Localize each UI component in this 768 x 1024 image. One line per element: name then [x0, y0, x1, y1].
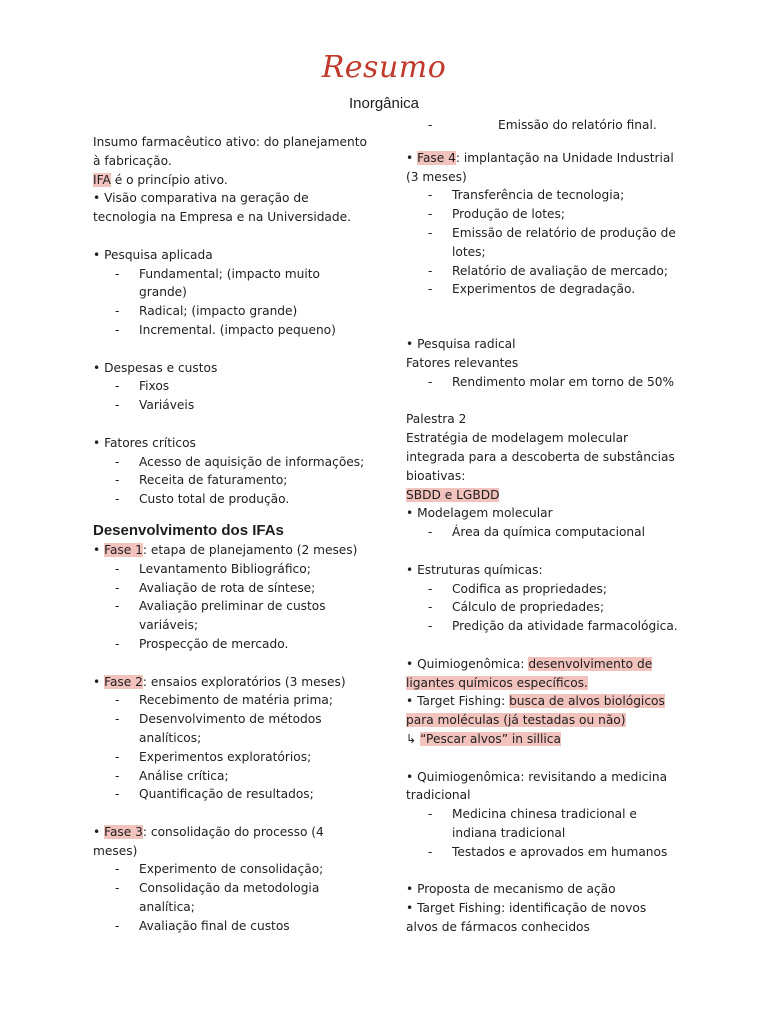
- list-item: - Fixos: [93, 377, 368, 396]
- intro-text: Insumo farmacêutico ativo: do planejamento à fabricação.: [93, 135, 367, 168]
- list-item: - Experimentos exploratórios;: [93, 748, 368, 767]
- list-item: - Relatório de avaliação de mercado;: [406, 262, 681, 281]
- quimio1-label: • Quimiogenômica:: [406, 656, 529, 671]
- arrow-icon: ↳: [406, 731, 421, 746]
- target-fishing-1: [406, 692, 681, 730]
- bullet: •: [406, 150, 418, 165]
- list-item: - Prospecção de mercado.: [93, 635, 368, 654]
- radical-heading: • Pesquisa radical: [406, 337, 516, 352]
- fase2-heading: [93, 673, 368, 692]
- list-item: - Avaliação final de custos: [93, 917, 368, 936]
- list-item: - Desenvolvimento de métodos analíticos;: [93, 710, 368, 748]
- list-item: - Codifica as propriedades;: [406, 580, 681, 599]
- quimiogenomica-1: [406, 655, 681, 693]
- list-item: - Quantificação de resultados;: [93, 785, 368, 804]
- list-item: - Fundamental; (impacto muito grande): [93, 265, 368, 303]
- list-item: - Incremental. (impacto pequeno): [93, 321, 368, 340]
- ifa-highlight: IFA: [93, 172, 111, 187]
- list-item: - Radical; (impacto grande): [93, 302, 368, 321]
- estrategia-text: Estratégia de modelagem molecular integrada para a descoberta de substâncias bioativas:: [406, 431, 675, 483]
- estruturas-heading: • Estruturas químicas:: [406, 562, 543, 577]
- quimio1-highlight: desenvolvimento de ligantes químicos específicos.: [406, 656, 653, 690]
- fase1-highlight: Fase 1: [104, 542, 143, 557]
- fase4-highlight: Fase 4: [417, 150, 456, 165]
- list-item: - Avaliação de rota de síntese;: [93, 579, 368, 598]
- list-item: - Experimento de consolidação;: [93, 860, 368, 879]
- list-item: - Levantamento Bibliográfico;: [93, 560, 368, 579]
- proposta-text: • Proposta de mecanismo de ação: [406, 882, 616, 897]
- fase4-heading: [406, 149, 681, 187]
- sbdd-highlight: SBDD e LGBDD: [406, 487, 500, 502]
- right-column: [406, 116, 681, 937]
- ifa-line: [93, 171, 368, 190]
- list-item: - Medicina chinesa tradicional e indiana tradicional: [406, 805, 681, 843]
- list-item: - Avaliação preliminar de custos variáveis;: [93, 597, 368, 635]
- palestra-label: Palestra 2: [406, 412, 467, 427]
- list-item: - Produção de lotes;: [406, 205, 681, 224]
- fase1-heading: [93, 541, 368, 560]
- list-item: - Acesso de aquisição de informações;: [93, 453, 368, 472]
- list-item: - Consolidação da metodologia analítica;: [93, 879, 368, 917]
- list-item: - Emissão de relatório de produção de lotes;: [406, 224, 681, 262]
- list-item: - Testados e aprovados em humanos: [406, 843, 681, 862]
- section-title: Desenvolvimento dos IFAs: [93, 521, 284, 539]
- bullet: •: [93, 824, 105, 839]
- fase3-text: : consolidação do processo (4 meses): [93, 824, 324, 858]
- fase3-highlight: Fase 3: [104, 824, 143, 839]
- list-item: - Análise crítica;: [93, 767, 368, 786]
- list-item: - Custo total de produção.: [93, 490, 368, 509]
- list-item: - Transferência de tecnologia;: [406, 186, 681, 205]
- bullet: •: [93, 674, 105, 689]
- bullet: •: [93, 542, 105, 557]
- visao-text: • Visão comparativa na geração de tecnologia na Empresa e na Universidade.: [93, 191, 352, 225]
- pescar-highlight: “Pescar alvos” in sillica: [420, 731, 561, 746]
- fatores-relevantes: Fatores relevantes: [406, 355, 519, 370]
- despesas-heading: • Despesas e custos: [93, 360, 218, 375]
- sbdd-line: [406, 486, 681, 505]
- fase2-highlight: Fase 2: [104, 674, 143, 689]
- fatores-heading: • Fatores críticos: [93, 435, 196, 450]
- target1-label: • Target Fishing:: [406, 694, 510, 709]
- list-item: - Rendimento molar em torno de 50%: [406, 373, 681, 392]
- fase3-heading: [93, 823, 368, 861]
- fase2-text: : ensaios exploratórios (3 meses): [142, 674, 346, 689]
- list-item: - Emissão do relatório final.: [406, 116, 681, 135]
- list-item: - Área da química computacional: [406, 523, 681, 542]
- pesquisa-heading: • Pesquisa aplicada: [93, 247, 213, 262]
- fase4-text: : implantação na Unidade Industrial (3 meses): [406, 150, 674, 184]
- ifa-text: é o princípio ativo.: [110, 172, 228, 187]
- pescar-line: [406, 730, 681, 749]
- quimiogenomica-2: • Quimiogenômica: revisitando a medicina tradicional: [406, 769, 668, 803]
- target-fishing-2: • Target Fishing: identificação de novos alvos de fármacos conhecidos: [406, 901, 647, 934]
- left-column: [93, 133, 368, 936]
- page-subtitle: Inorgânica: [348, 95, 420, 112]
- list-item: - Variáveis: [93, 396, 368, 415]
- page-title: Resumo: [321, 50, 447, 85]
- list-item: - Receita de faturamento;: [93, 471, 368, 490]
- list-item: - Experimentos de degradação.: [406, 280, 681, 299]
- target1-highlight: busca de alvos biológicos para moléculas (já testadas ou não): [406, 694, 665, 728]
- list-item: - Recebimento de matéria prima;: [93, 691, 368, 710]
- list-item: - Predição da atividade farmacológica.: [406, 617, 681, 636]
- fase1-text: : etapa de planejamento (2 meses): [142, 542, 358, 557]
- modelagem-heading: • Modelagem molecular: [406, 506, 553, 521]
- list-item: - Cálculo de propriedades;: [406, 598, 681, 617]
